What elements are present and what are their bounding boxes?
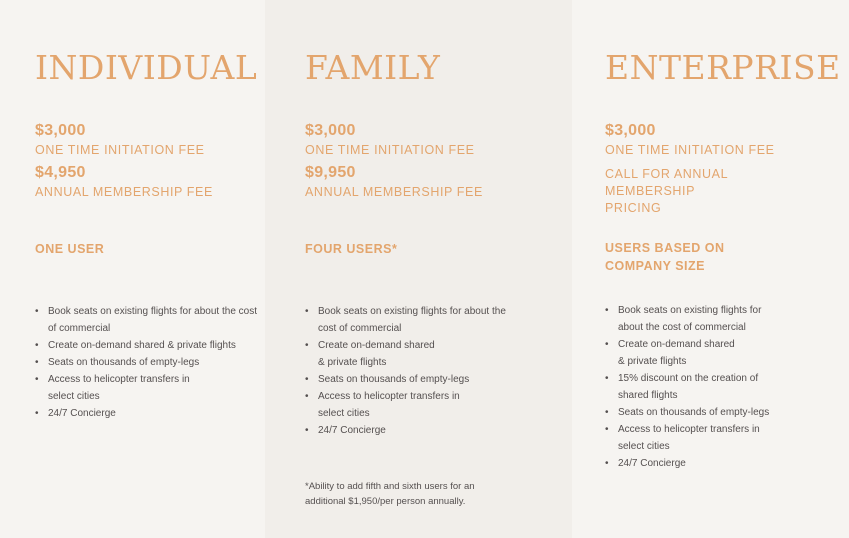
annual-fee-label: ANNUAL MEMBERSHIP FEE <box>305 185 483 199</box>
feature-item: • 24/7 Concierge <box>305 422 510 439</box>
annual-price: $9,950 <box>305 164 356 181</box>
initiation-price: $3,000 <box>605 122 656 139</box>
feature-item: • 24/7 Concierge <box>605 455 785 472</box>
footnote: *Ability to add fifth and sixth users for an additional $1,950/per person annually. <box>305 481 475 507</box>
annual-fee-label: CALL FOR ANNUAL MEMBERSHIP PRICING <box>605 167 728 215</box>
feature-item: • Book seats on existing flights for about the cost of commercial <box>305 303 510 337</box>
annual-fee-label: ANNUAL MEMBERSHIP FEE <box>35 185 213 199</box>
initiation-fee-label: ONE TIME INITIATION FEE <box>305 143 475 157</box>
plan-title: INDIVIDUAL <box>35 48 258 87</box>
feature-item: • Access to helicopter transfers in select cities <box>605 421 788 455</box>
feature-item: • Access to helicopter transfers in select cities <box>35 371 218 405</box>
initiation-fee-label: ONE TIME INITIATION FEE <box>35 143 205 157</box>
feature-item: • Seats on thousands of empty-legs <box>305 371 510 388</box>
feature-item: • Create on-demand shared & private flights <box>305 337 438 371</box>
feature-item: • Create on-demand shared & private flights <box>605 336 738 370</box>
user-count: USERS BASED ON COMPANY SIZE <box>605 241 725 273</box>
annual-price: $4,950 <box>35 164 86 181</box>
feature-item: • Seats on thousands of empty-legs <box>35 354 260 371</box>
plan-title: FAMILY <box>305 48 441 87</box>
plan-individual <box>0 0 265 538</box>
feature-list <box>305 303 510 439</box>
initiation-price: $3,000 <box>305 122 356 139</box>
feature-item: • Book seats on existing flights for about the cost of commercial <box>35 303 260 337</box>
plan-family <box>265 0 572 538</box>
initiation-price: $3,000 <box>35 122 86 139</box>
feature-item: • Book seats on existing flights for about the cost of commercial <box>605 302 785 336</box>
plan-enterprise <box>572 0 849 538</box>
feature-item: • Access to helicopter transfers in select cities <box>305 388 488 422</box>
plan-title: ENTERPRISE <box>605 48 841 87</box>
feature-item: • 15% discount on the creation of shared flights <box>605 370 783 404</box>
feature-list <box>35 303 260 422</box>
feature-item: • Seats on thousands of empty-legs <box>605 404 785 421</box>
feature-list <box>605 302 785 472</box>
user-count: FOUR USERS* <box>305 242 398 256</box>
feature-item: • Create on-demand shared & private flights <box>35 337 260 354</box>
feature-item: • 24/7 Concierge <box>35 405 260 422</box>
initiation-fee-label: ONE TIME INITIATION FEE <box>605 143 775 157</box>
user-count: ONE USER <box>35 242 105 256</box>
